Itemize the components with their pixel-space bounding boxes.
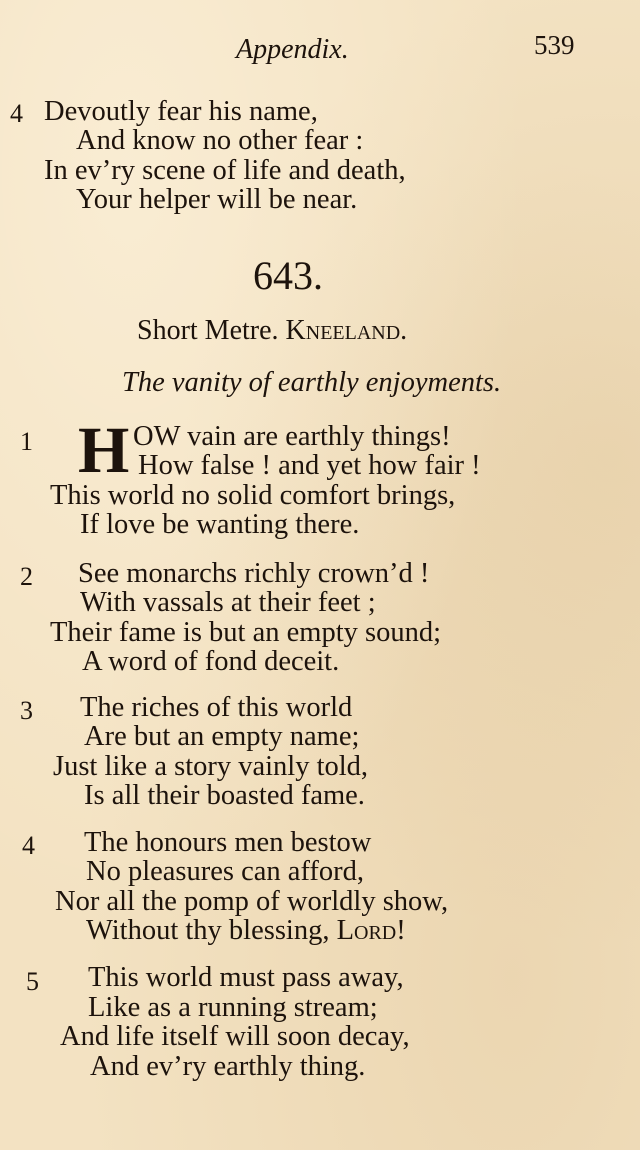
prev-verse-line: And know no other fear :: [76, 125, 364, 156]
hymn-subject: The vanity of earthly enjoyments.: [122, 367, 502, 398]
verse-line: No pleasures can afford,: [86, 856, 365, 887]
prev-verse-number: 4: [10, 99, 23, 128]
prev-verse-line: Your helper will be near.: [76, 184, 358, 215]
tune-name: Kneeland.: [285, 315, 408, 346]
verse-line: And life itself will soon decay,: [60, 1021, 410, 1052]
verse-number: 2: [20, 562, 33, 591]
hymn-number: 643.: [253, 253, 323, 298]
page-number: 539: [534, 30, 575, 60]
verse-line: And ev’ry earthly thing.: [90, 1051, 366, 1082]
running-head: Appendix.: [236, 34, 349, 65]
verse-line: The honours men bestow: [84, 827, 372, 858]
verse-line: Like as a running stream;: [88, 992, 378, 1023]
prev-verse-line: Devoutly fear his name,: [44, 96, 318, 127]
verse-line: Is all their boasted fame.: [84, 780, 365, 811]
verse-line: A word of fond deceit.: [82, 646, 340, 677]
drop-cap: H: [78, 414, 130, 487]
meter: Short Metre.: [137, 315, 279, 346]
verse-line: This world no solid comfort brings,: [50, 480, 456, 511]
verse-line: This world must pass away,: [88, 962, 404, 993]
verse-line: See monarchs richly crown’d !: [78, 558, 430, 589]
verse-line: Are but an empty name;: [84, 721, 360, 752]
verse-number: 3: [20, 696, 33, 725]
verse-line: How false ! and yet how fair !: [138, 450, 481, 481]
verse-line: OW vain are earthly things!: [133, 421, 451, 452]
lord-small-caps: Lord: [336, 915, 397, 946]
verse-line: The riches of this world: [80, 692, 353, 723]
verse-line-text: Without thy blessing,: [86, 915, 337, 946]
meter-line: [137, 315, 407, 347]
verse-line: With vassals at their feet ;: [80, 587, 376, 618]
verse-line-punct: !: [396, 915, 406, 946]
verse-line: If love be wanting there.: [80, 509, 360, 540]
verse-line: Nor all the pomp of worldly show,: [55, 886, 449, 917]
verse-number: 1: [20, 427, 33, 456]
verse-number: 4: [22, 831, 35, 860]
prev-verse-line: In ev’ry scene of life and death,: [44, 155, 406, 186]
verse-line: Just like a story vainly told,: [53, 751, 369, 782]
verse-line: [86, 917, 406, 946]
verse-number: 5: [26, 967, 39, 996]
verse-line: Their fame is but an empty sound;: [50, 617, 441, 648]
